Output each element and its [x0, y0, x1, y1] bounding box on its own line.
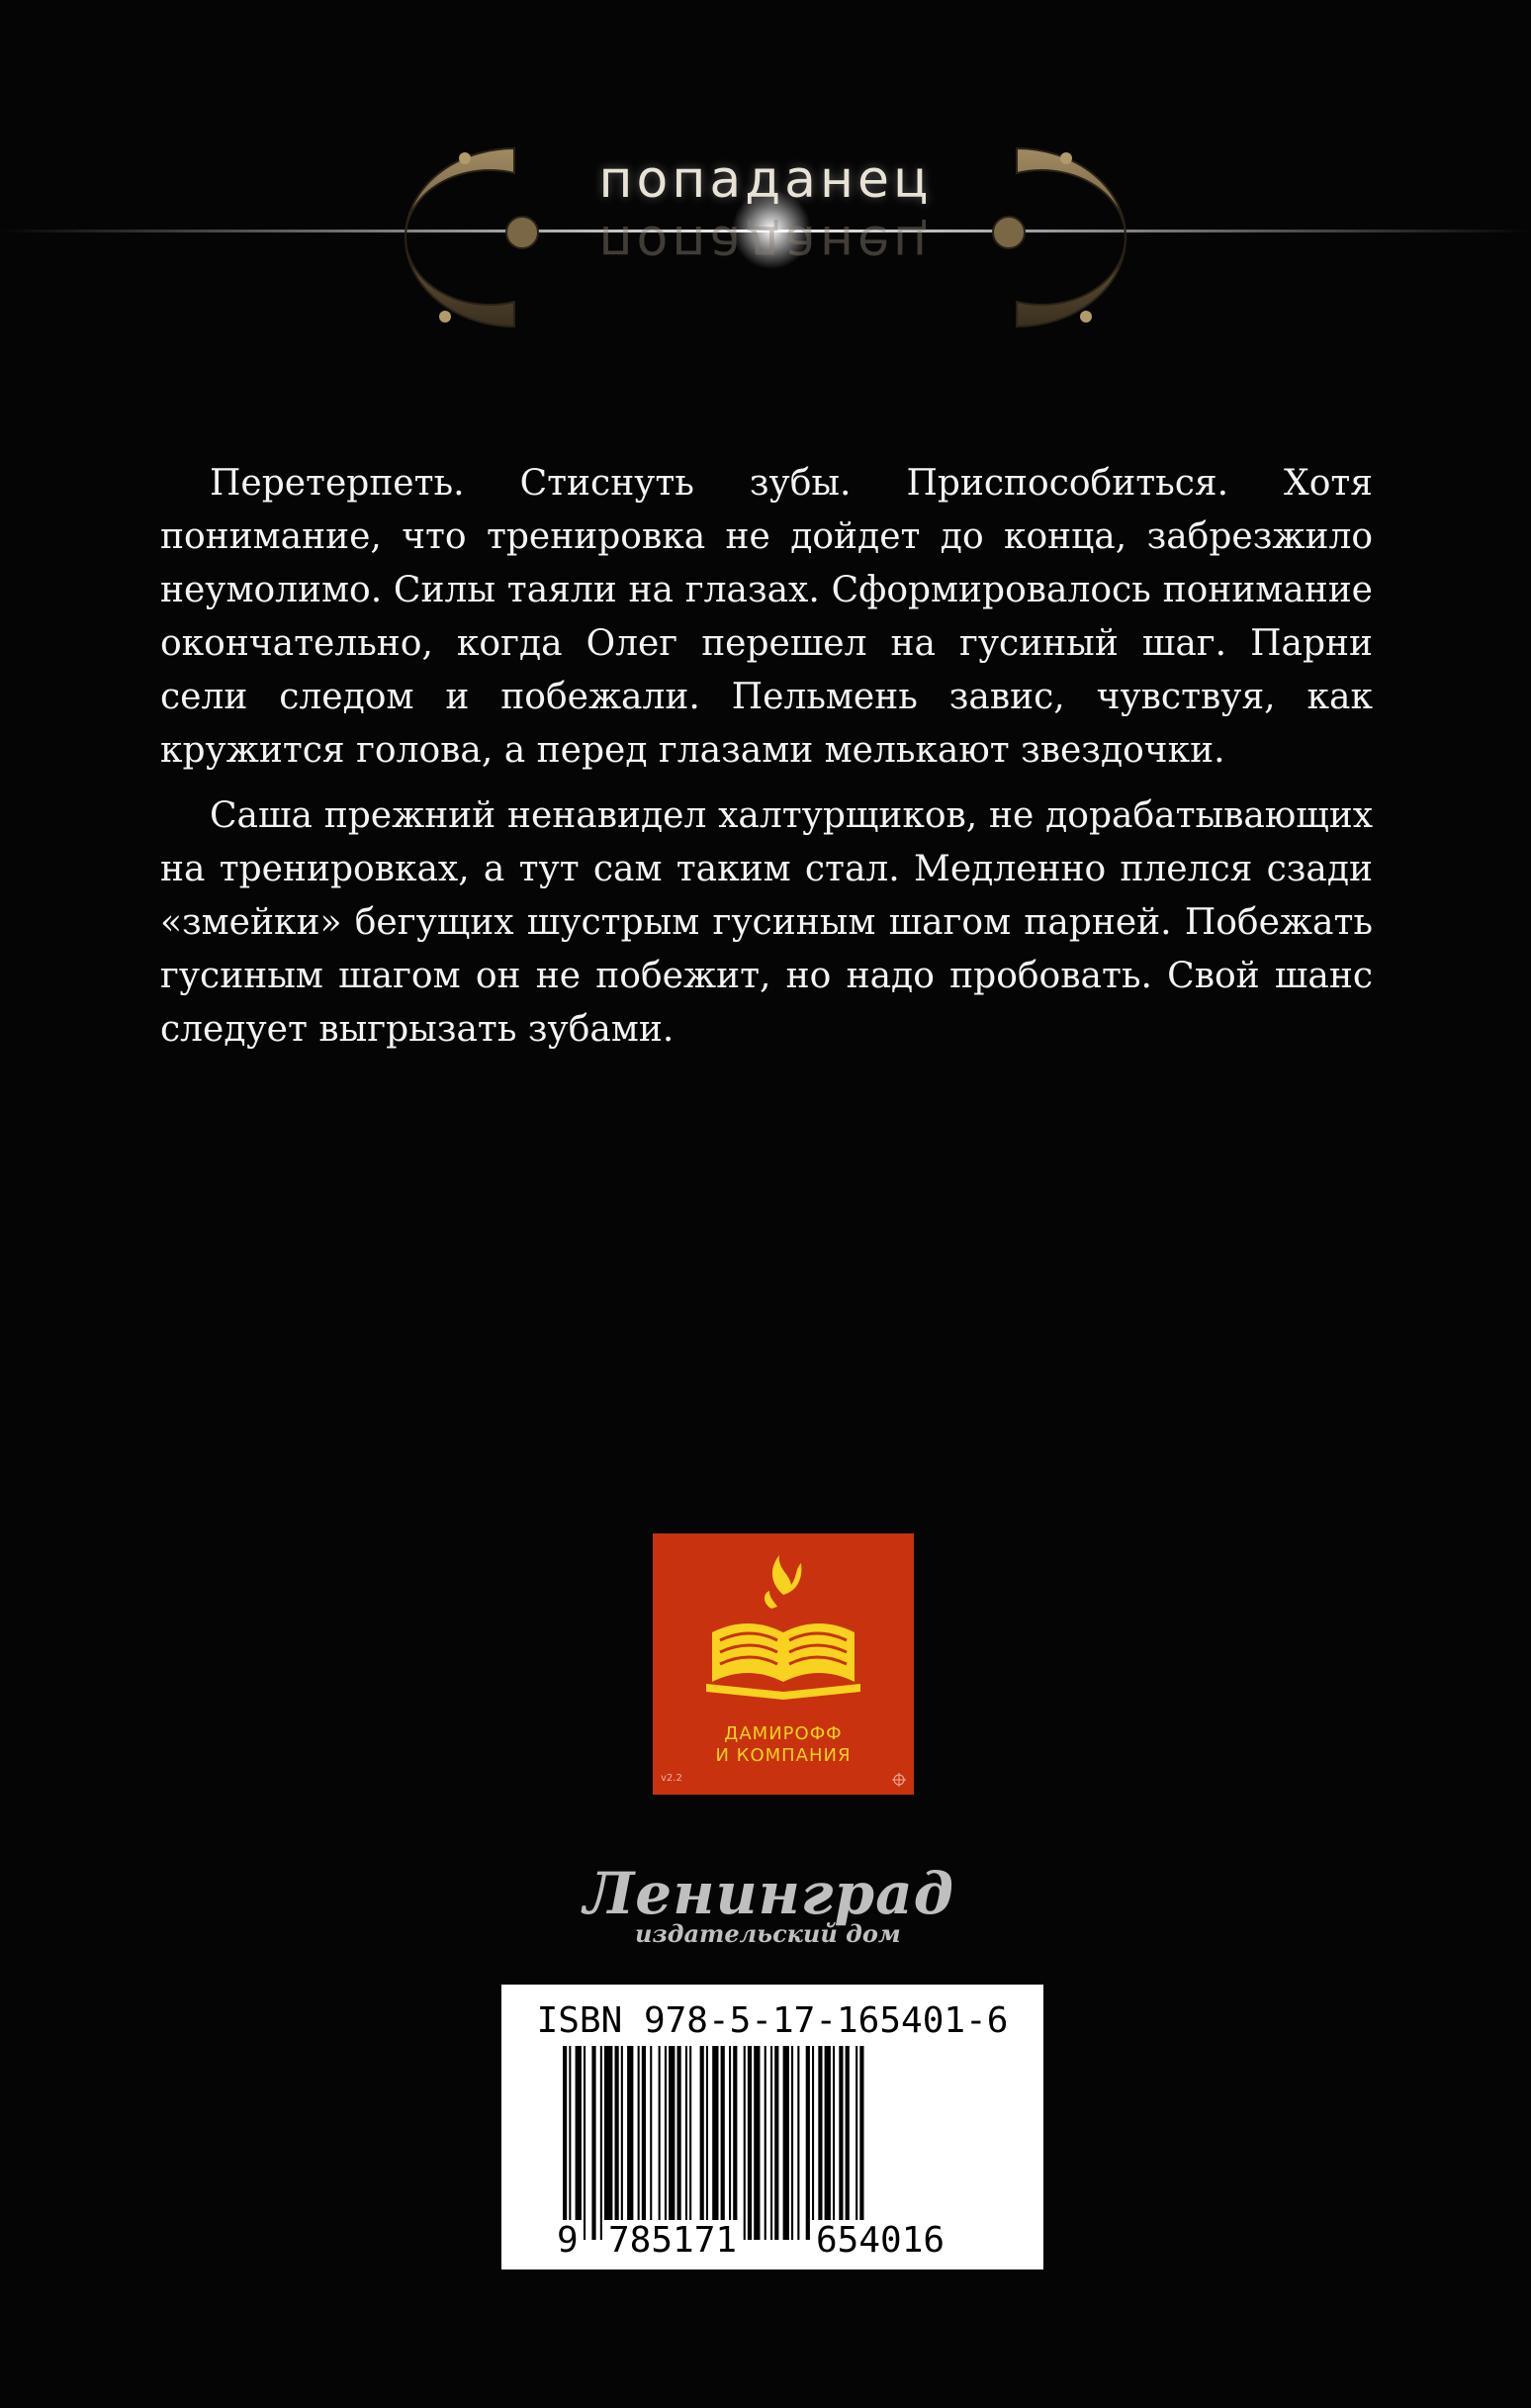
barcode-bar [569, 2046, 571, 2240]
barcode-digits-group1: 785171 [604, 2220, 741, 2261]
barcode-bar [712, 2046, 718, 2240]
barcode-bar [615, 2046, 619, 2240]
barcode-bar [642, 2046, 646, 2240]
barcode-bar [812, 2046, 814, 2240]
imprint-subtitle: издательский дом [635, 1919, 901, 1948]
imprint-name: Ленинград [584, 1860, 955, 1927]
barcode-bar [783, 2046, 789, 2240]
barcode-bar [650, 2046, 652, 2240]
barcode-bar [584, 2046, 585, 2240]
publisher-logo-name [653, 1723, 914, 1767]
barcode-bar [685, 2046, 687, 2240]
crosshair-icon [892, 1773, 906, 1787]
barcode-digits-group2: 654016 [812, 2220, 948, 2261]
barcode-bar [677, 2046, 681, 2240]
barcode-bar [754, 2046, 760, 2240]
barcode-digit-first: 9 [553, 2220, 583, 2261]
blurb-paragraph: Саша прежний ненавидел халтурщиков, не дорабатывающих на тренировках, а тут сам таким стал. Медленно плелся сзади «змейки» бегущих шустрым гусиным шагом парней. Побежать гусиным шагом он не побежит, но надо пробовать. Свой шанс следует выгрызать зубами. [160, 795, 1373, 1050]
barcode-bar [638, 2046, 640, 2240]
back-cover-blurb [160, 457, 1373, 1068]
isbn-text: ISBN 978-5-17-165401-6 [536, 2000, 1009, 2041]
barcode-bar [604, 2046, 612, 2240]
barcode-bar [774, 2046, 778, 2240]
barcode-bar [729, 2046, 731, 2240]
barcode-bar [600, 2046, 602, 2240]
series-title-reflection: попаданец [598, 214, 933, 273]
barcode-bar [806, 2046, 810, 2240]
open-book-icon [653, 1533, 914, 1731]
blurb-paragraph: Перетерпеть. Стиснуть зубы. Приспособиться. Хотя понимание, что тренировка не дойдет до конца, забрезжило неумолимо. Силы таяли на глазах. Сформировалось понимание окончательно, когда Олег перешел на гусиный шаг. Парни сели следом и побежали. Пельмень завис, чувствуя, как кружится голова, а перед глазами мелькают звездочки. [160, 463, 1373, 771]
barcode-bar [733, 2046, 737, 2240]
publisher-logo-line2: И КОМПАНИЯ [715, 1745, 852, 1766]
barcode-bar [770, 2046, 772, 2240]
barcode-bar [818, 2046, 822, 2240]
barcode-bar [669, 2046, 675, 2240]
barcode-bar [689, 2046, 691, 2240]
barcode-bar [591, 2046, 595, 2240]
barcode-bar [621, 2046, 623, 2240]
barcode-bar [700, 2046, 704, 2240]
barcode-bar [791, 2046, 793, 2240]
barcode-bar [846, 2046, 850, 2240]
barcode-bar [825, 2046, 831, 2240]
barcode-bar [627, 2046, 633, 2240]
isbn-barcode [501, 1985, 1043, 2269]
barcode-bar [748, 2046, 752, 2240]
barcode-bar [833, 2046, 835, 2240]
barcode-bar [665, 2046, 667, 2240]
barcode-bars [563, 2046, 982, 2240]
barcode-bar [797, 2046, 799, 2240]
barcode-bar [576, 2046, 582, 2240]
barcode-bar [859, 2046, 863, 2240]
publisher-logo-version: v2.2 [661, 1773, 682, 1784]
publisher-imprint [584, 1860, 979, 1949]
barcode-bar [659, 2046, 661, 2240]
barcode-bar [706, 2046, 708, 2240]
series-title: попаданец [598, 150, 933, 210]
barcode-bar [721, 2046, 725, 2240]
publisher-logo [653, 1533, 914, 1795]
barcode-bar [765, 2046, 766, 2240]
barcode-bar [839, 2046, 843, 2240]
publisher-logo-line1: ДАМИРОФФ [724, 1723, 843, 1744]
barcode-bar [563, 2046, 567, 2240]
barcode-bar [856, 2046, 857, 2240]
barcode-bar [744, 2046, 746, 2240]
